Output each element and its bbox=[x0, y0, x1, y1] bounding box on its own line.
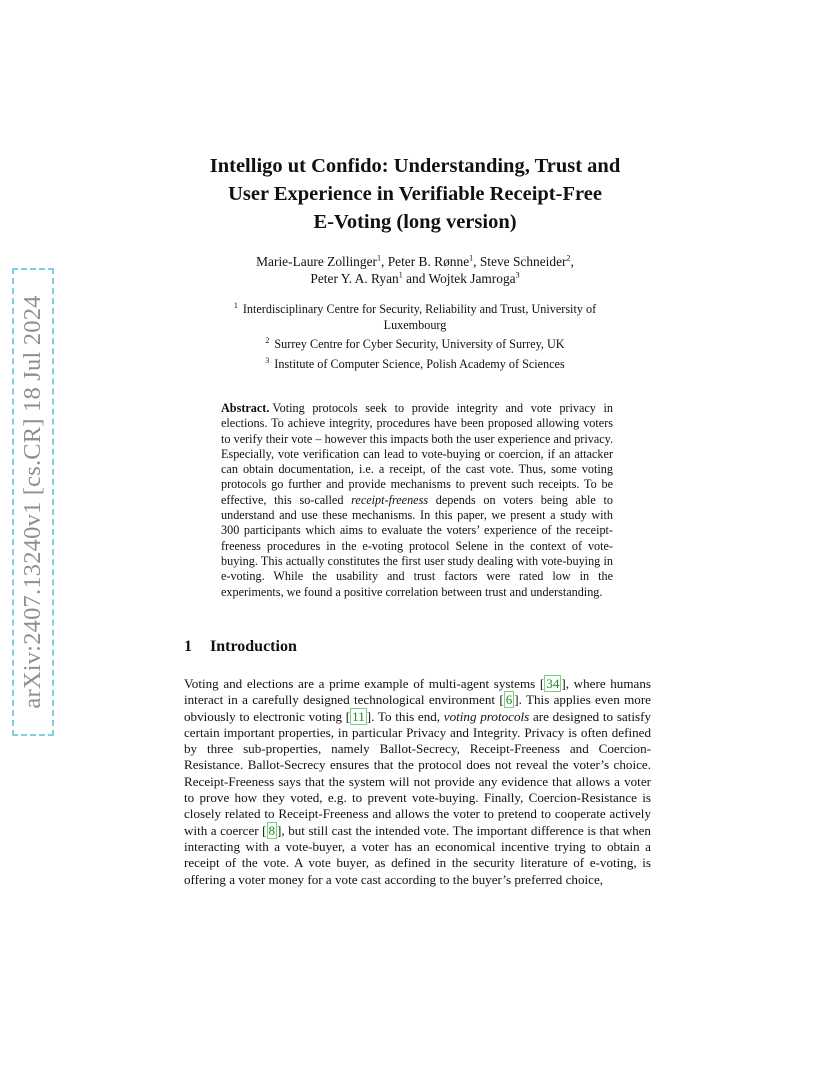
section-number: 1 bbox=[184, 638, 192, 655]
author-separator: , bbox=[380, 254, 388, 269]
affiliation-marker: 1 bbox=[376, 253, 381, 263]
title-line: E-Voting (long version) bbox=[313, 211, 517, 233]
affiliation-text: Interdisciplinary Centre for Security, Reliability and Trust, University of bbox=[242, 302, 597, 317]
affiliation-continued: Luxembourg bbox=[383, 317, 447, 332]
introduction-paragraph: Voting and elections are a prime example of multi-agent systems [ 34 ], where humans interact in a carefully designed technological environment [ 6 ]. This applies even more obviously to electronic voting [ 11 ]. To this end, voting protocols are designed to satisfy certain important properties, in particular Privacy and Integrity. Privacy is often defined by three sub-properties, namely Ballot-Secrecy, Receipt-Freeness and Coercion-Resistance. Ballot-Secrecy ensures that the protocol does not reveal the voter’s choice. Receipt-Freeness says that the system will not provide any evidence that allows a voter to prove how they voted, e.g. to prevent vote-buying. Finally, Coercion-Resistance is closely related to Receipt-Freeness and allows the voter to pretend to cooperate actively with a coercer [ 8 ], but still cast the intended vote. The important difference is that when interacting with a vote-buyer, a voter has an economical incentive trying to obtain a receipt of the vote. A vote buyer, as defined in the security literature of e-voting, is offering a voter money for a vote cast according to the buyer’s preferred choice, bbox=[184, 676, 652, 887]
author-separator: , bbox=[473, 254, 480, 269]
title-line: User Experience in Verifiable Receipt-Free bbox=[228, 183, 602, 205]
section-heading bbox=[184, 637, 297, 657]
affiliation-text: Surrey Centre for Cyber Security, University of Surrey, UK bbox=[274, 337, 565, 352]
author-list bbox=[170, 253, 660, 287]
affiliation bbox=[200, 353, 630, 373]
author-name: Wojtek Jamroga bbox=[428, 271, 516, 286]
citation-link[interactable]: 11 bbox=[352, 708, 365, 724]
citation-link[interactable]: 6 bbox=[505, 692, 513, 708]
affiliation-number: 1 bbox=[233, 301, 238, 310]
affiliation-marker: 1 bbox=[469, 253, 474, 263]
author-name: Marie-Laure Zollinger bbox=[256, 254, 377, 269]
author-separator: and bbox=[402, 271, 429, 286]
abstract bbox=[221, 401, 613, 600]
abstract-text: depends on voters being able to understand and use these mechanisms. In this paper, we present a study with 300 participants which aims to evaluate the voters’ experience of the receipt-freeness procedures in the e-voting protocol Selene in the context of vote-buying. This actually constitutes the first user study dealing with vote-buying in e-voting. While the usability and trust factors were rated low in the experiments, we found a positive correlation between trust and understanding. bbox=[221, 492, 614, 599]
affiliation bbox=[200, 298, 630, 318]
author-name: Peter Y. A. Ryan bbox=[310, 271, 399, 286]
author-name: Steve Schneider bbox=[479, 254, 567, 269]
affiliation-text: Institute of Computer Science, Polish Academy of Sciences bbox=[274, 356, 565, 371]
abstract-emphasis: receipt-freeness bbox=[351, 492, 429, 507]
section-title: Introduction bbox=[210, 638, 297, 655]
body-text: are designed to satisfy certain important properties, in particular Privacy and Integrity. Privacy is often defined by three sub-properties, namely Ballot-Secrecy, Receipt-Freeness and Coercion-Resistance. Ballot-Secrecy ensures that the protocol does not reveal the voter’s choice. Receipt-Freeness says that the system will not provide any evidence that allows a voter to prove how they voted, e.g. to prevent vote-buying. Finally, Coercion-Resistance is closely related to Receipt-Freeness and allows the voter to pretend to cooperate actively with a coercer bbox=[184, 708, 652, 838]
body-emphasis: voting protocols bbox=[443, 708, 530, 724]
abstract-label: Abstract. bbox=[221, 401, 270, 415]
body-text: , but still cast the intended vote. The important difference is that when interacting with a vote-buyer, a voter has an economical incentive trying to obtain a receipt of the vote. A vote buyer, as defined in the security literature of e-voting, is offering a voter money for a vote cast according to the buyer’s preferred choice, bbox=[184, 822, 651, 887]
citation-link[interactable]: 34 bbox=[546, 676, 560, 691]
body-text: . To this end, bbox=[371, 708, 444, 724]
author-name: Peter B. Rønne bbox=[387, 254, 470, 269]
author-separator: , bbox=[570, 254, 574, 269]
affiliation-marker: 3 bbox=[515, 270, 520, 280]
body-text: . This applies even more obviously to electronic voting bbox=[184, 692, 651, 724]
citation-link[interactable]: 8 bbox=[268, 822, 276, 838]
body-text: Voting and elections are a prime example of multi-agent systems bbox=[184, 676, 540, 691]
affiliation bbox=[200, 333, 630, 353]
affiliation-list bbox=[200, 298, 630, 372]
arxiv-id: arXiv:2407.13240v1 [cs.CR] 18 Jul 2024 bbox=[19, 295, 46, 709]
affiliation-number: 3 bbox=[265, 355, 270, 365]
affiliation-number: 2 bbox=[265, 336, 270, 346]
arxiv-identifier-stamp bbox=[12, 268, 54, 736]
body-text: , where humans interact in a carefully designed technological environment bbox=[184, 676, 651, 708]
abstract-text: Voting protocols seek to provide integrity and vote privacy in elections. To achieve integrity, procedures have been proposed allowing voters to verify their vote – however this impacts both the user experience and privacy. Especially, vote verification can lead to vote-buying or coercion, if an attacker can obtain documentation, i.e. a receipt, of the cast vote. Thus, some voting protocols go further and provide mechanisms to prevent such receipts. To be effective, this so-called bbox=[221, 401, 613, 507]
affiliation-marker: 1 bbox=[398, 270, 403, 280]
title-line: Intelligo ut Confido: Understanding, Trust and bbox=[209, 155, 621, 177]
affiliation-marker: 2 bbox=[566, 253, 571, 263]
paper-title bbox=[170, 152, 660, 236]
